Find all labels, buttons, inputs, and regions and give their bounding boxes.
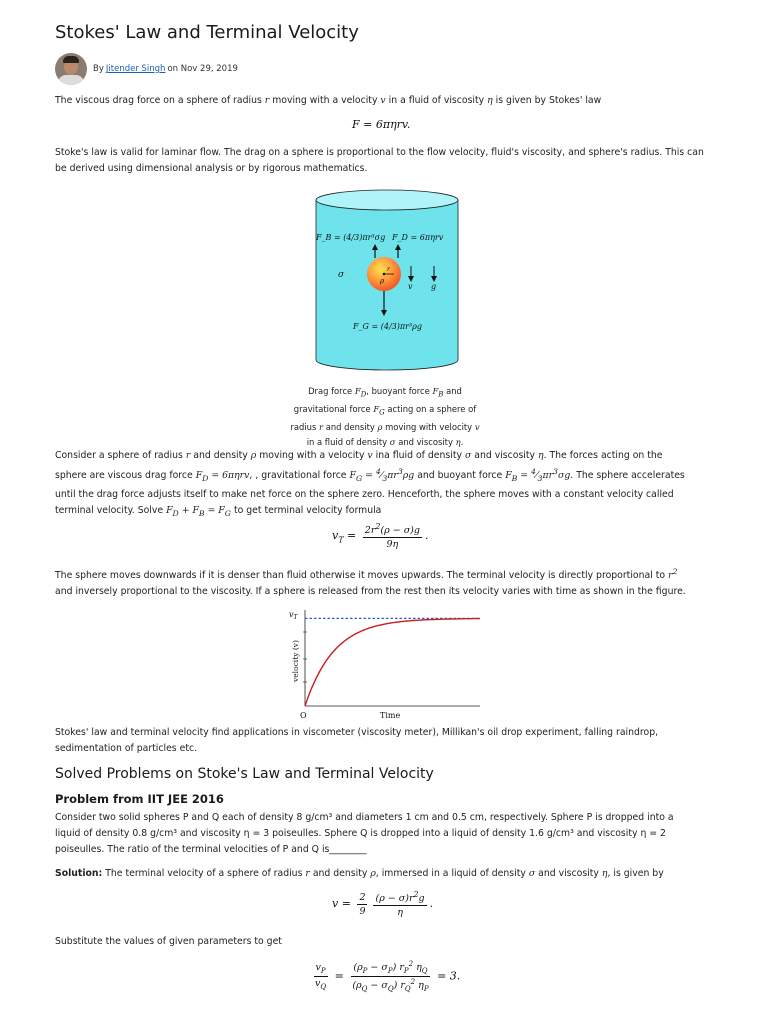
problem-heading: Problem from IIT JEE 2016: [55, 792, 224, 806]
y-axis-label: velocity (v): [291, 640, 300, 682]
paragraph-laminar: Stoke's law is valid for laminar flow. The drag on a sphere is proportional to the flow velocity, fluid's viscosity, and sphere's radius. This can be derived using dimensional analysis or by rigorous mathematics.: [55, 147, 704, 174]
velocity-time-chart: [283, 602, 483, 722]
author-avatar[interactable]: [55, 53, 87, 85]
paragraph-proportionality: The sphere moves downwards if it is denser than fluid otherwise it moves upwards. The terminal velocity is directly proportional to $r^2$ and inversely proportional to the viscosity. If a sphere is released from the rest then its velocity varies with time as shown in the figure.: [55, 567, 686, 598]
author-byline: [55, 52, 238, 86]
rho-label: ρ: [380, 277, 385, 285]
fb-label: F_B = (4/3)πr³σg: [316, 233, 386, 242]
origin-label: O: [300, 711, 307, 720]
terminal-velocity-equation: $v_T$ = $\frac{2r^2(\rho - \sigma)g}{9\eta}$ .: [332, 522, 429, 551]
v-label: v: [408, 282, 413, 291]
problem-statement: Consider two solid spheres P and Q each of density 8 g/cm³ and diameters 1 cm and 0.5 cm, respectively. Sphere P is dropped into a liquid of density 0.8 g/cm³ and viscosity η = 3 poiseulles. Sphere Q is dropped into a liquid of density 1.6 g/cm³ and viscosity η = 2 poiseulles. The ratio of the terminal velocities of P and Q is________: [55, 812, 674, 855]
substitute-text: Substitute the values of given parameters to get: [55, 936, 282, 947]
post-date: on Nov 29, 2019: [167, 64, 238, 74]
fg-label: F_G = (4/3)πr³ρg: [353, 322, 422, 331]
paragraph-applications: Stokes' law and terminal velocity find applications in viscometer (viscosity meter), Millikan's oil drop experiment, falling raindrop, sedimentation of particles etc.: [55, 727, 659, 754]
paragraph-forces: Consider a sphere of radius r and density ρ moving with a velocity v ina fluid of density σ and viscosity η. The forces acting on the sphere are viscous drag force $F_D = 6\pi\eta rv$, , gravitational force $F_G$ = $^4⁄_3\pi r^3\rho g$ and buoyant force $F_B$ = $^4⁄_3\pi r^3\sigma g$. The sphere accelerates until the drag force adjusts itself to make net force on the sphere zero. Henceforth, the sphere moves with a constant velocity called terminal velocity. Solve $F_D + F_B = F_G$ to get terminal velocity formula: [55, 450, 685, 518]
x-axis-label: Time: [380, 711, 401, 720]
solution-text: Solution: The terminal velocity of a sphere of radius r and density ρ, immersed in a liquid of density σ and viscosity η, is given by: [55, 868, 664, 879]
section-heading: Solved Problems on Stoke's Law and Terminal Velocity: [55, 766, 434, 782]
article-title: Stokes' Law and Terminal Velocity: [55, 22, 359, 43]
by-label: By: [93, 64, 104, 74]
ratio-equation: $\frac{v_P}{v_Q}$ = $\frac{(\rho_P - \sigma_P) r_P^2 \eta_Q}{(\rho_Q - \sigma_Q) r_Q^2 \eta_P}$ = 3.: [315, 960, 461, 994]
stokes-law-equation: F = 6πηrv.: [352, 118, 411, 131]
vt-label: $v_T$: [289, 610, 298, 621]
r-label: r: [387, 266, 390, 273]
figure-caption: Drag force $F_D$, buoyant force $F_B$ and gravitational force $F_G$ acting on a sphere of radius r and density ρ moving with velocity v in a fluid of density σ and viscosity η.: [290, 386, 480, 447]
sigma-label: σ: [338, 270, 345, 280]
sphere-in-fluid-figure: [310, 188, 465, 380]
paragraph-intro: The viscous drag force on a sphere of radius r moving with a velocity v in a fluid of viscosity η is given by Stokes' law: [55, 95, 602, 106]
g-label: g: [431, 282, 437, 291]
fd-label: F_D = 6πηrv: [392, 233, 444, 242]
author-link[interactable]: Jitender Singh: [105, 64, 166, 74]
velocity-curve: [305, 619, 480, 706]
velocity-formula-equation: v = $\frac{2}{9}$ $\frac{(\rho - \sigma)r^2g}{\eta}$ .: [332, 890, 434, 919]
